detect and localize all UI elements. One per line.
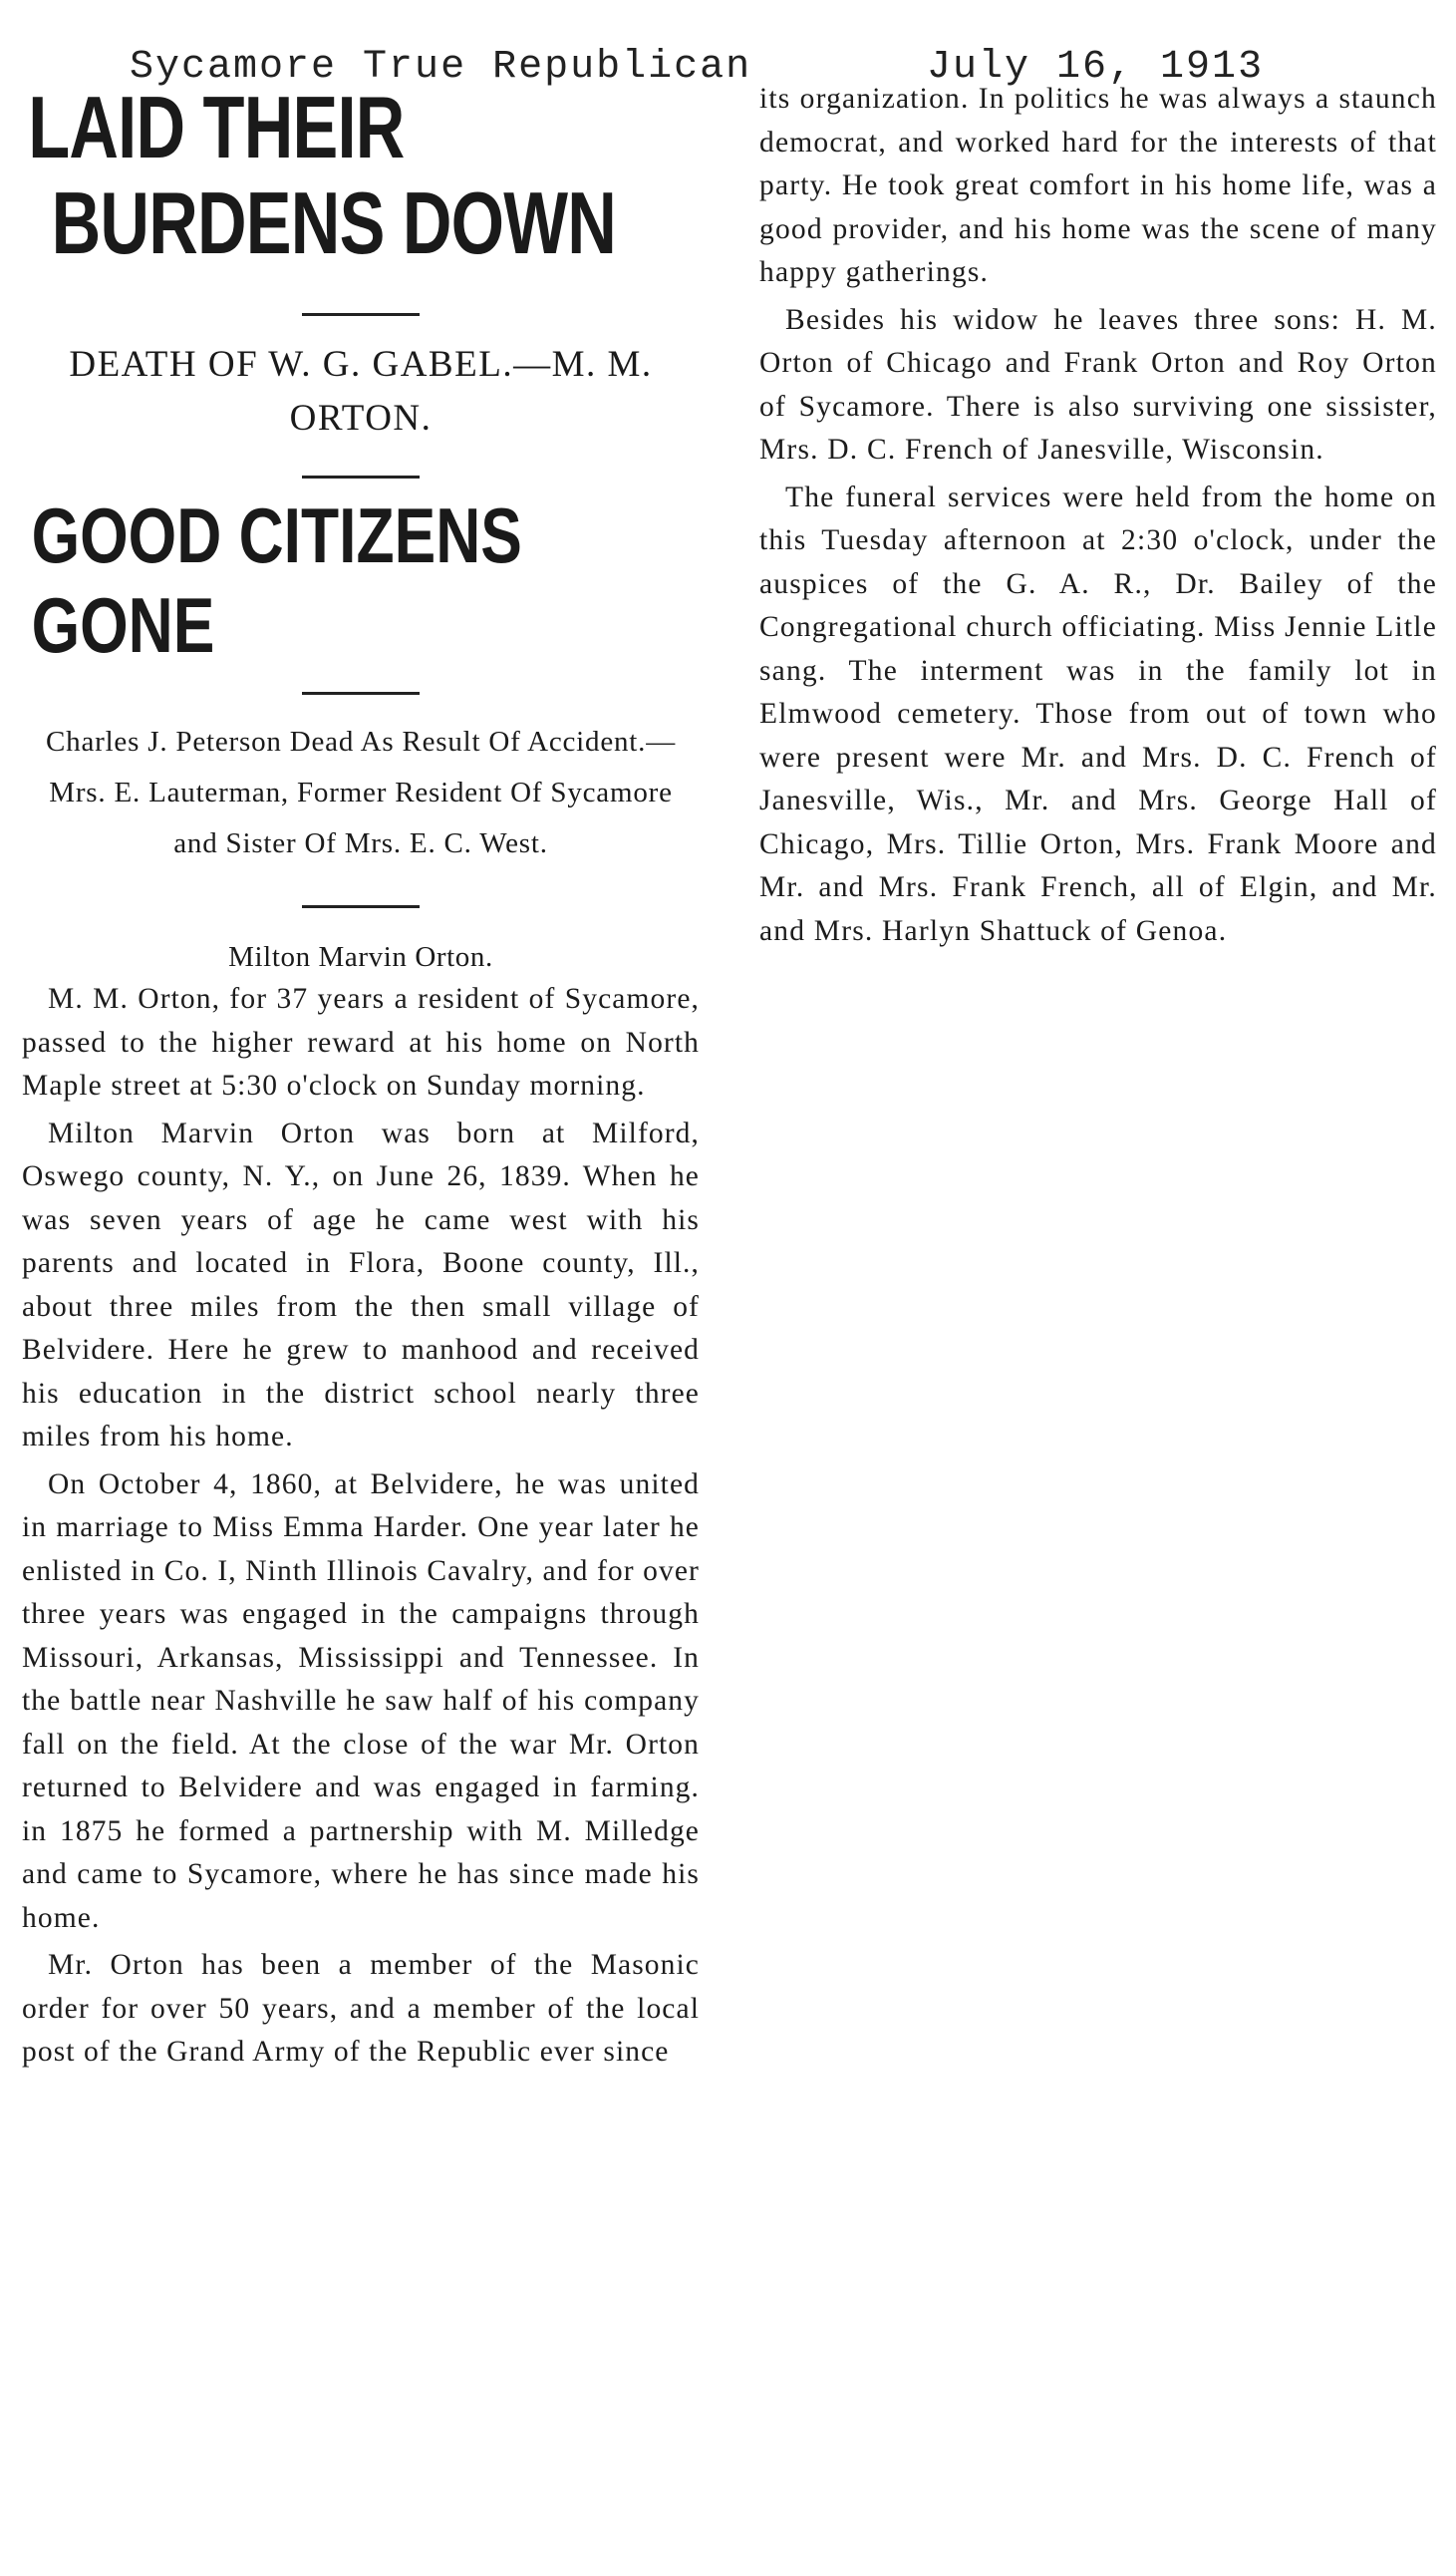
body-paragraph: M. M. Orton, for 37 years a resident of Sycamore, passed to the higher reward at his home on North Maple street at 5:30 o'clock on Sunday morning. xyxy=(22,983,700,1102)
secondary-headline: GOOD CITIZENS GONE xyxy=(31,491,522,669)
deck-death-notice: DEATH OF W. G. GABEL.—M. M. ORTON. xyxy=(69,344,653,439)
body-paragraph: Milton Marvin Orton was born at Milford, Oswego county, N. Y., on June 26, 1839. When he was seven years of age he came west with his parents and located in Flora, Boone county, Ill., about three miles from the then small village of Belvidere. Here he grew to manhood and received his education in the district school nearly three miles from his home. xyxy=(22,1117,700,1452)
body-paragraph: its organization. In politics he was always a staunch democrat, and worked hard for the interests of that party. He took great comfort in his home life, was a good provider, and his home was the scene of many happy gatherings. xyxy=(759,83,1437,288)
headline-line-1: LAID THEIR xyxy=(28,78,405,176)
publication-date: July 16, 1913 xyxy=(927,45,1265,90)
headline-line-2: BURDENS DOWN xyxy=(51,173,617,272)
main-headline xyxy=(22,80,699,271)
newspaper-name: Sycamore True Republican xyxy=(130,45,752,90)
subdeck: Charles J. Peterson Dead As Result Of Accident.—Mrs. E. Lauterman, Former Resident Of Sycamore and Sister Of Mrs. E. C. West. xyxy=(46,726,676,859)
right-column xyxy=(759,78,1437,957)
body-paragraph: On October 4, 1860, at Belvidere, he was united in marriage to Miss Emma Harder. One year later he enlisted in Co. I, Ninth Illinois Cavalry, and for over three years was engaged in the campaigns through Missouri, Arkansas, Mississippi and Tennessee. In the battle near Nashville he saw half of his company fall on the field. At the close of the war Mr. Orton returned to Belvidere and was engaged in farming. in 1875 he formed a partnership with M. Milledge and came to Sycamore, where he has since made his home. xyxy=(22,1467,700,1934)
masthead xyxy=(78,0,1423,90)
body-paragraph: Mr. Orton has been a member of the Masonic order for over 50 years, and a member of the local post of the Grand Army of the Republic ever since xyxy=(22,1949,700,2068)
left-column xyxy=(22,80,700,2079)
byline: Milton Marvin Orton. xyxy=(228,941,493,973)
body-paragraph: The funeral services were held from the home on this Tuesday afternoon at 2:30 o'clock, under the auspices of the G. A. R., Dr. Bailey of the Congregational church officiating. Miss Jennie Litle sang. The interment was in the family lot in Elmwood cemetery. Those from out of town who were present were Mr. and Mrs. D. C. French of Janesville, Wis., Mr. and Mrs. George Hall of Chicago, Mrs. Tillie Orton, Mrs. Frank Moore and Mr. and Mrs. Frank French, all of Elgin, and Mr. and Mrs. Harlyn Shattuck of Genoa. xyxy=(759,481,1437,947)
body-paragraph: Besides his widow he leaves three sons: H. M. Orton of Chicago and Frank Orton and Roy Orton of Sycamore. There is also surviving one sissister, Mrs. D. C. French of Janesville, Wisconsin. xyxy=(759,303,1437,466)
